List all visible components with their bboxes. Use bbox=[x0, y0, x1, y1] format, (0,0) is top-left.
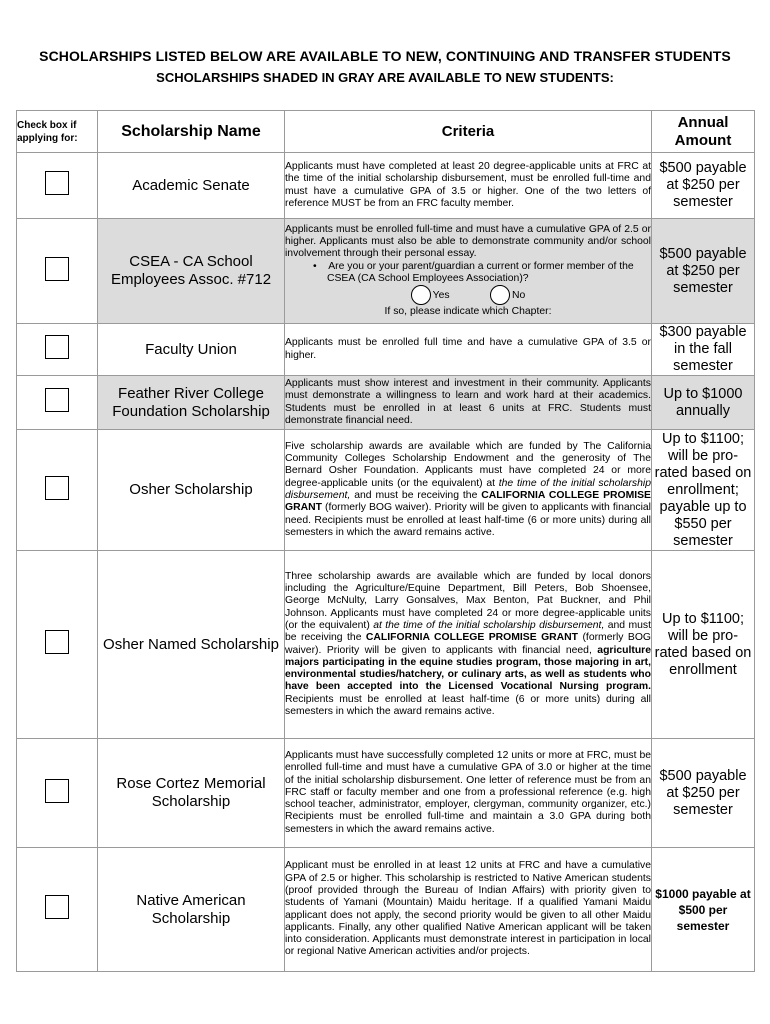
column-header-criteria: Criteria bbox=[285, 111, 652, 153]
apply-checkbox-native-american[interactable] bbox=[45, 895, 69, 919]
criteria-italic: at the time of the initial scholarship disbursement, bbox=[373, 619, 605, 631]
scholarship-amount: $500 payable at $250 per semester bbox=[652, 739, 755, 848]
checkbox-cell bbox=[17, 430, 98, 551]
scholarship-amount: Up to $1100; will be pro-rated based on enrollment; payable up to $550 per semester bbox=[652, 430, 755, 551]
no-radio[interactable] bbox=[490, 285, 510, 305]
column-header-check: Check box if applying for: bbox=[17, 111, 98, 153]
criteria-bold: CALIFORNIA COLLEGE PROMISE GRANT bbox=[365, 632, 579, 644]
csea-question-text: Are you or your parent/guardian a current or former member of the CSEA (CA School Employees Association)? bbox=[327, 260, 634, 284]
scholarship-name: Osher Named Scholarship bbox=[98, 551, 285, 739]
column-header-name: Scholarship Name bbox=[98, 111, 285, 153]
yes-radio[interactable] bbox=[411, 285, 431, 305]
table-row bbox=[17, 551, 755, 739]
scholarship-name: Faculty Union bbox=[98, 324, 285, 376]
apply-checkbox-csea[interactable] bbox=[45, 257, 69, 281]
scholarship-amount: $1000 payable at $500 per semester bbox=[652, 848, 755, 972]
apply-checkbox-osher-named[interactable] bbox=[45, 630, 69, 654]
criteria-text: (formerly BOG waiver). Priority will be given to applicants with financial need, bbox=[285, 632, 651, 656]
table-row bbox=[17, 219, 755, 324]
apply-checkbox-osher[interactable] bbox=[45, 476, 69, 500]
table-row bbox=[17, 848, 755, 972]
checkbox-cell bbox=[17, 219, 98, 324]
yes-label: Yes bbox=[432, 289, 450, 301]
scholarship-table bbox=[16, 110, 755, 972]
checkbox-cell bbox=[17, 551, 98, 739]
scholarship-criteria bbox=[285, 551, 652, 739]
scholarship-name: Osher Scholarship bbox=[98, 430, 285, 551]
checkbox-cell bbox=[17, 153, 98, 219]
criteria-italic: the time of the initial scholarship disbursement, bbox=[285, 477, 651, 501]
scholarship-amount: Up to $1100; will be pro-rated based on enrollment bbox=[652, 551, 755, 739]
yes-no-options bbox=[285, 285, 651, 306]
criteria-text: (formerly BOG waiver). Priority will be given to applicants with financial need. Recipients must be enrolled at least half-time (6 or more units) during all semesters in which the award remains active. bbox=[285, 502, 651, 538]
scholarship-name: Rose Cortez Memorial Scholarship bbox=[98, 739, 285, 848]
apply-checkbox-faculty-union[interactable] bbox=[45, 335, 69, 359]
scholarship-amount: Up to $1000 annually bbox=[652, 376, 755, 430]
csea-question: • Are you or your parent/guardian a current or former member of the CSEA (CA School Employees Association)? bbox=[313, 260, 634, 284]
page-title-line-1: SCHOLARSHIPS LISTED BELOW ARE AVAILABLE TO NEW, CONTINUING AND TRANSFER STUDENTS bbox=[39, 48, 731, 64]
apply-checkbox-academic-senate[interactable] bbox=[45, 171, 69, 195]
column-header-amount: Annual Amount bbox=[652, 111, 755, 153]
scholarship-criteria: Applicants must be enrolled full time and have a cumulative GPA of 3.5 or higher. bbox=[285, 324, 652, 376]
checkbox-cell bbox=[17, 739, 98, 848]
scholarship-criteria bbox=[285, 219, 652, 324]
apply-checkbox-frc-foundation[interactable] bbox=[45, 388, 69, 412]
scholarship-criteria: Applicants must have completed at least 20 degree-applicable units at FRC at the time of the initial scholarship disbursement, must be enrolled full-time and must have a cumulative GPA of 3.5 or higher. One of the two letters of reference MUST be from an FRC faculty member. bbox=[285, 153, 652, 219]
criteria-text: Three scholarship awards are available which are funded by local donors including the Agriculture/Equine Department, Bill Peters, Bob Shoensee, George McNulty, Larry Gonsalves, Max Benton, Pat Buckner, and Phil Johnson. Applicants must have completed 24 or more degree-applicable units (or the equivalent) bbox=[285, 570, 651, 631]
scholarship-name: Feather River College Foundation Scholarship bbox=[98, 376, 285, 430]
scholarship-criteria: Applicants must show interest and investment in their community. Applicants must demonstrate a willingness to learn and work hard at their academics. Students must be enrolled in at least 6 units at FRC. Students must demonstrate financial need. bbox=[285, 376, 652, 430]
table-row bbox=[17, 376, 755, 430]
table-header-row bbox=[17, 111, 755, 153]
table-row bbox=[17, 430, 755, 551]
page-title-line-2: SCHOLARSHIPS SHADED IN GRAY ARE AVAILABLE TO NEW STUDENTS: bbox=[156, 70, 614, 85]
criteria-text: Recipients must be enrolled at least half-time (6 or more units) during all semesters in which the award remains active. bbox=[285, 693, 651, 717]
scholarship-name: Academic Senate bbox=[98, 153, 285, 219]
scholarship-amount: $300 payable in the fall semester bbox=[652, 324, 755, 376]
criteria-text: and must be receiving the bbox=[350, 490, 482, 501]
scholarship-criteria bbox=[285, 430, 652, 551]
table-row bbox=[17, 739, 755, 848]
scholarship-amount: $500 payable at $250 per semester bbox=[652, 153, 755, 219]
no-label: No bbox=[512, 289, 526, 301]
table-row bbox=[17, 324, 755, 376]
criteria-bold: CALIFORNIA COLLEGE PROMISE GRANT bbox=[285, 490, 651, 514]
scholarship-name: Native American Scholarship bbox=[98, 848, 285, 972]
table-row bbox=[17, 153, 755, 219]
criteria-text: Applicants must be enrolled full-time and must have a cumulative GPA of 2.5 or higher. Applicants must also be able to demonstrate community and/or school involvement through their personal essay. bbox=[285, 223, 651, 260]
checkbox-cell bbox=[17, 848, 98, 972]
chapter-prompt: If so, please indicate which Chapter: bbox=[384, 305, 552, 317]
checkbox-cell bbox=[17, 324, 98, 376]
apply-checkbox-rose-cortez[interactable] bbox=[45, 779, 69, 803]
scholarship-criteria: Applicant must be enrolled in at least 12 units at FRC and have a cumulative GPA of 2.5 or higher. This scholarship is restricted to Native American students (proof provided through the Bureau of Indian Affairs) with priority given to students of Yamani (Mountain) Maidu heritage. If a qualified Yamani Maidu applicant does not apply, the second priority would be given to all other Maidu applicants. Finally, any other qualified Native American applicant will be taken into consideration. Applicants must demonstrate interest in participation in local or regional Native American activities and/or projects. bbox=[285, 848, 652, 972]
criteria-text: and must be receiving the bbox=[285, 619, 651, 644]
criteria-text: Five scholarship awards are available which are funded by The California Community Colleges Scholarship Endowment and the generosity of The Bernard Osher Foundation. Applicants must have completed 24 or more degree-applicable units (or the equivalent) at bbox=[285, 440, 651, 489]
checkbox-cell bbox=[17, 376, 98, 430]
scholarship-name: CSEA - CA School Employees Assoc. #712 bbox=[98, 219, 285, 324]
scholarship-criteria: Applicants must have successfully completed 12 units or more at FRC, must be enrolled full-time and must have a cumulative GPA of 3.0 or higher at the time of the initial scholarship disbursement. One letter of reference must be from an FRC staff or faculty member and one from a professional reference (e.g. high school teacher, administrator, employer, clergyman, community organizer, etc.) Recipients must be enrolled full-time and maintain a 3.0 GPA during both semesters in which the award remains active. bbox=[285, 739, 652, 848]
criteria-bold: agriculture majors participating in the equine studies program, those majoring in art, environmental studies/hatchery, or culinary arts, as well as students who have been accepted into the Licensed Vocational Nursing program. bbox=[285, 644, 651, 693]
scholarship-amount: $500 payable at $250 per semester bbox=[652, 219, 755, 324]
